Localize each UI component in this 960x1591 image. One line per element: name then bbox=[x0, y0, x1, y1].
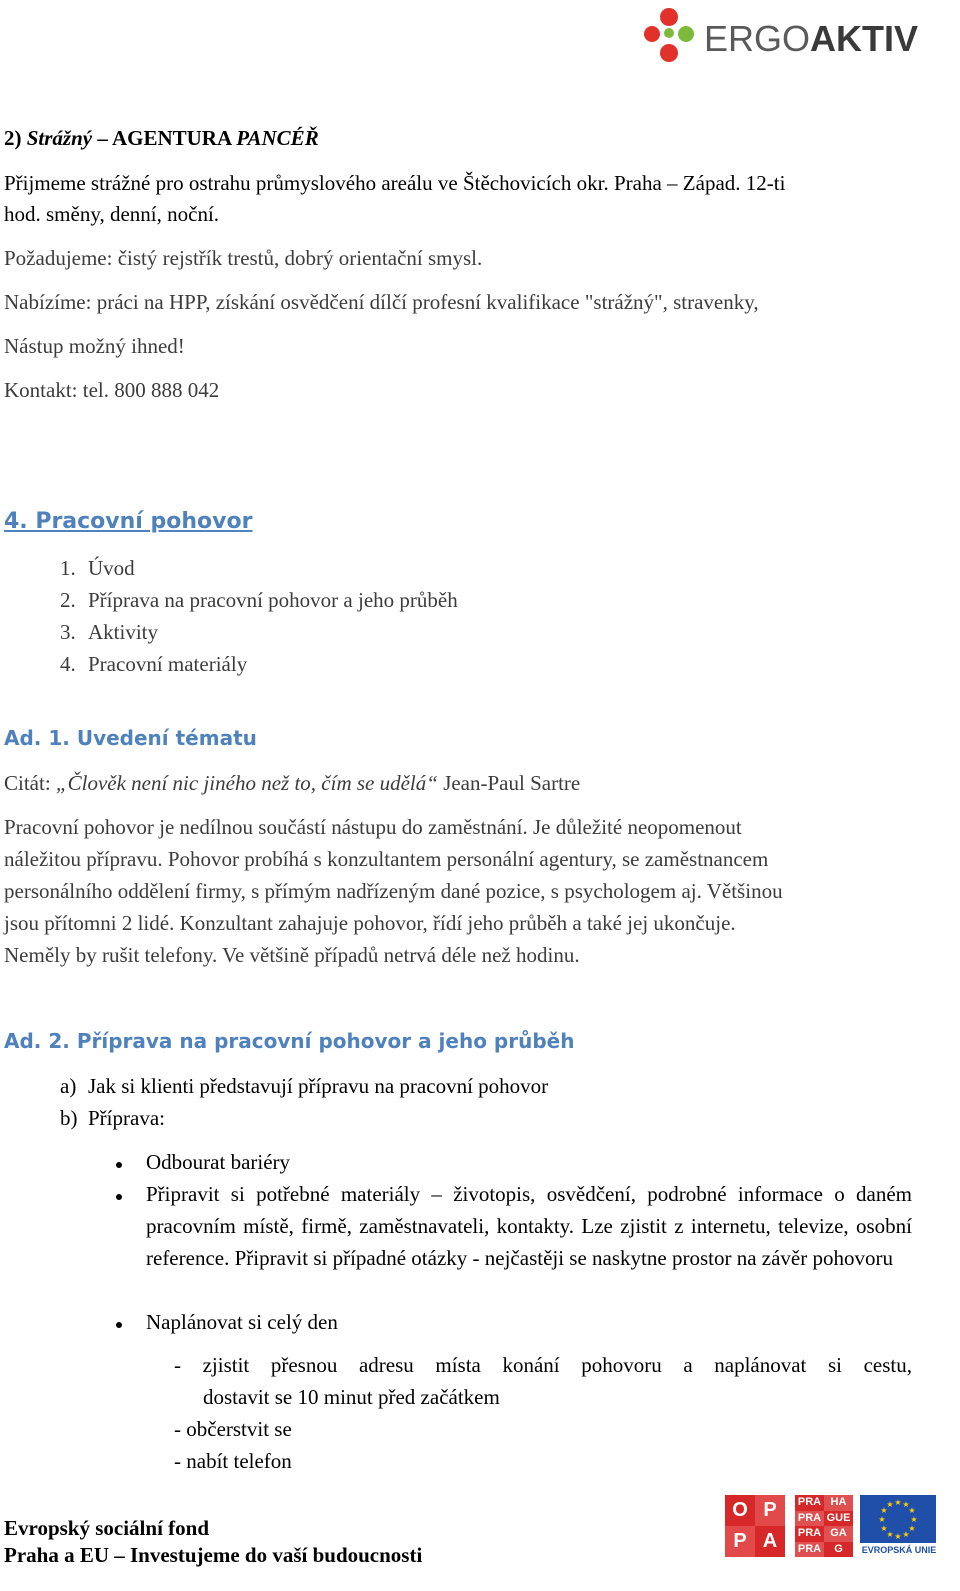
prague-logo-text: PRA bbox=[795, 1495, 824, 1511]
bullet-icon bbox=[116, 1162, 122, 1168]
svg-text:★: ★ bbox=[880, 1506, 888, 1515]
svg-text:★: ★ bbox=[902, 1530, 910, 1539]
eu-logo bbox=[858, 1495, 940, 1557]
ad1-paragraph-line: náležitou přípravu. Pohovor probíhá s konzultantem personální agentury, se zaměstnancem bbox=[4, 847, 769, 871]
oppa-letter: O bbox=[725, 1495, 755, 1526]
prague-logo-text: HA bbox=[824, 1495, 853, 1511]
section-heading-pracovni-pohovor[interactable]: 4. Pracovní pohovor bbox=[4, 509, 253, 534]
eu-flag-icon bbox=[860, 1495, 936, 1543]
svg-text:★: ★ bbox=[894, 1532, 902, 1541]
ad1-paragraph-line: personálního oddělení firmy, s přímým nadřízeným dané pozice, s psychologem aj. Většinou bbox=[4, 879, 783, 903]
prague-logo-text: G bbox=[824, 1542, 853, 1558]
job-line: hod. směny, denní, noční. bbox=[4, 202, 220, 226]
prague-logo-text: PRA bbox=[795, 1542, 824, 1558]
oppa-letter: P bbox=[725, 1526, 755, 1557]
ergoaktiv-dots-icon bbox=[642, 6, 702, 70]
ad1-paragraph-line: Pracovní pohovor je nedílnou součástí nástupu do zaměstnání. Je důležité neopomenout bbox=[4, 815, 742, 839]
ad2-item: a) Jak si klienti představují přípravu na pracovní pohovor bbox=[60, 1074, 549, 1098]
svg-text:★: ★ bbox=[894, 1498, 902, 1507]
svg-text:★: ★ bbox=[886, 1500, 894, 1509]
footer-slogan: Praha a EU – Investujeme do vaší budoucnosti bbox=[4, 1543, 423, 1567]
bullet-item: Odbourat bariéry bbox=[146, 1150, 291, 1174]
toc-item: 4. Pracovní materiály bbox=[60, 652, 248, 676]
ad1-paragraph-line: jsou přítomni 2 lidé. Konzultant zahajuje pohovor, řídí jeho průběh a také jej ukončuje. bbox=[4, 911, 736, 935]
bullet-item: Připravit si potřebné materiály – životopis, osvědčení, podrobné informace o daném pracovním místě, firmě, zaměstnavateli, kontakty. Lze zjistit z internetu, televize, osobní reference. Připravit si případné otázky - nejčastěji se naskytne prostor na závěr pohovoru bbox=[146, 1182, 912, 1270]
dash-item-continuation: dostavit se 10 minut před začátkem bbox=[203, 1385, 500, 1409]
toc-item: 3. Aktivity bbox=[60, 620, 159, 644]
job-contact: Kontakt: tel. 800 888 042 bbox=[4, 378, 220, 402]
svg-text:★: ★ bbox=[880, 1524, 888, 1533]
logo-wordmark: ERGOAKTIV bbox=[704, 18, 919, 59]
ad2-item: b) Příprava: bbox=[60, 1106, 165, 1130]
svg-text:★: ★ bbox=[902, 1500, 910, 1509]
job-line: Přijmeme strážné pro ostrahu průmyslového areálu ve Štěchovicích okr. Praha – Západ. 12-ti bbox=[4, 171, 786, 195]
prague-logo-text: PRA bbox=[795, 1511, 824, 1527]
ad1-heading: Ad. 1. Uvedení tématu bbox=[4, 726, 257, 750]
ergoaktiv-logo bbox=[642, 6, 942, 70]
oppa-letter: A bbox=[755, 1526, 785, 1557]
prague-logo bbox=[795, 1495, 853, 1557]
bullet-icon bbox=[116, 1194, 122, 1200]
ad2-heading: Ad. 2. Příprava na pracovní pohovor a jeho průběh bbox=[4, 1029, 575, 1053]
eu-stars-icon bbox=[860, 1495, 936, 1543]
job-requirements: Požadujeme: čistý rejstřík trestů, dobrý orientační smysl. bbox=[4, 246, 483, 270]
eu-label: EVROPSKÁ UNIE bbox=[861, 1545, 937, 1555]
svg-text:★: ★ bbox=[910, 1515, 918, 1524]
prague-logo-text: GA bbox=[824, 1526, 853, 1542]
prague-logo-text: PRA bbox=[795, 1526, 824, 1542]
ad1-paragraph-line: Neměly by rušit telefony. Ve většině případů netrvá déle než hodinu. bbox=[4, 943, 580, 967]
dash-item: - občerstvit se bbox=[174, 1417, 292, 1441]
dash-item: - zjistit přesnou adresu místa konání pohovoru a naplánovat si cestu, bbox=[174, 1353, 912, 1377]
job-start: Nástup možný ihned! bbox=[4, 334, 185, 358]
toc-item: 1. Úvod bbox=[60, 556, 135, 580]
oppa-logo bbox=[725, 1495, 785, 1557]
svg-text:★: ★ bbox=[878, 1515, 886, 1524]
oppa-letter: P bbox=[755, 1495, 785, 1526]
svg-text:★: ★ bbox=[908, 1524, 916, 1533]
quote: Citát: „Člověk není nic jiného než to, čím se udělá“ Jean-Paul Sartre bbox=[4, 771, 581, 795]
bullet-icon bbox=[116, 1322, 122, 1328]
svg-text:★: ★ bbox=[908, 1506, 916, 1515]
job-offer: Nabízíme: práci na HPP, získání osvědčení dílčí profesní kvalifikace "strážný", stravenky, bbox=[4, 290, 759, 314]
toc-item: 2. Příprava na pracovní pohovor a jeho průběh bbox=[60, 588, 458, 612]
bullet-item: Naplánovat si celý den bbox=[146, 1310, 338, 1334]
prague-logo-text: GUE bbox=[824, 1511, 853, 1527]
svg-text:★: ★ bbox=[886, 1530, 894, 1539]
job-title: 2) Strážný – AGENTURA PANCÉŘ bbox=[4, 126, 319, 150]
footer-esf: Evropský sociální fond bbox=[4, 1516, 210, 1540]
dash-item: - nabít telefon bbox=[174, 1449, 292, 1473]
